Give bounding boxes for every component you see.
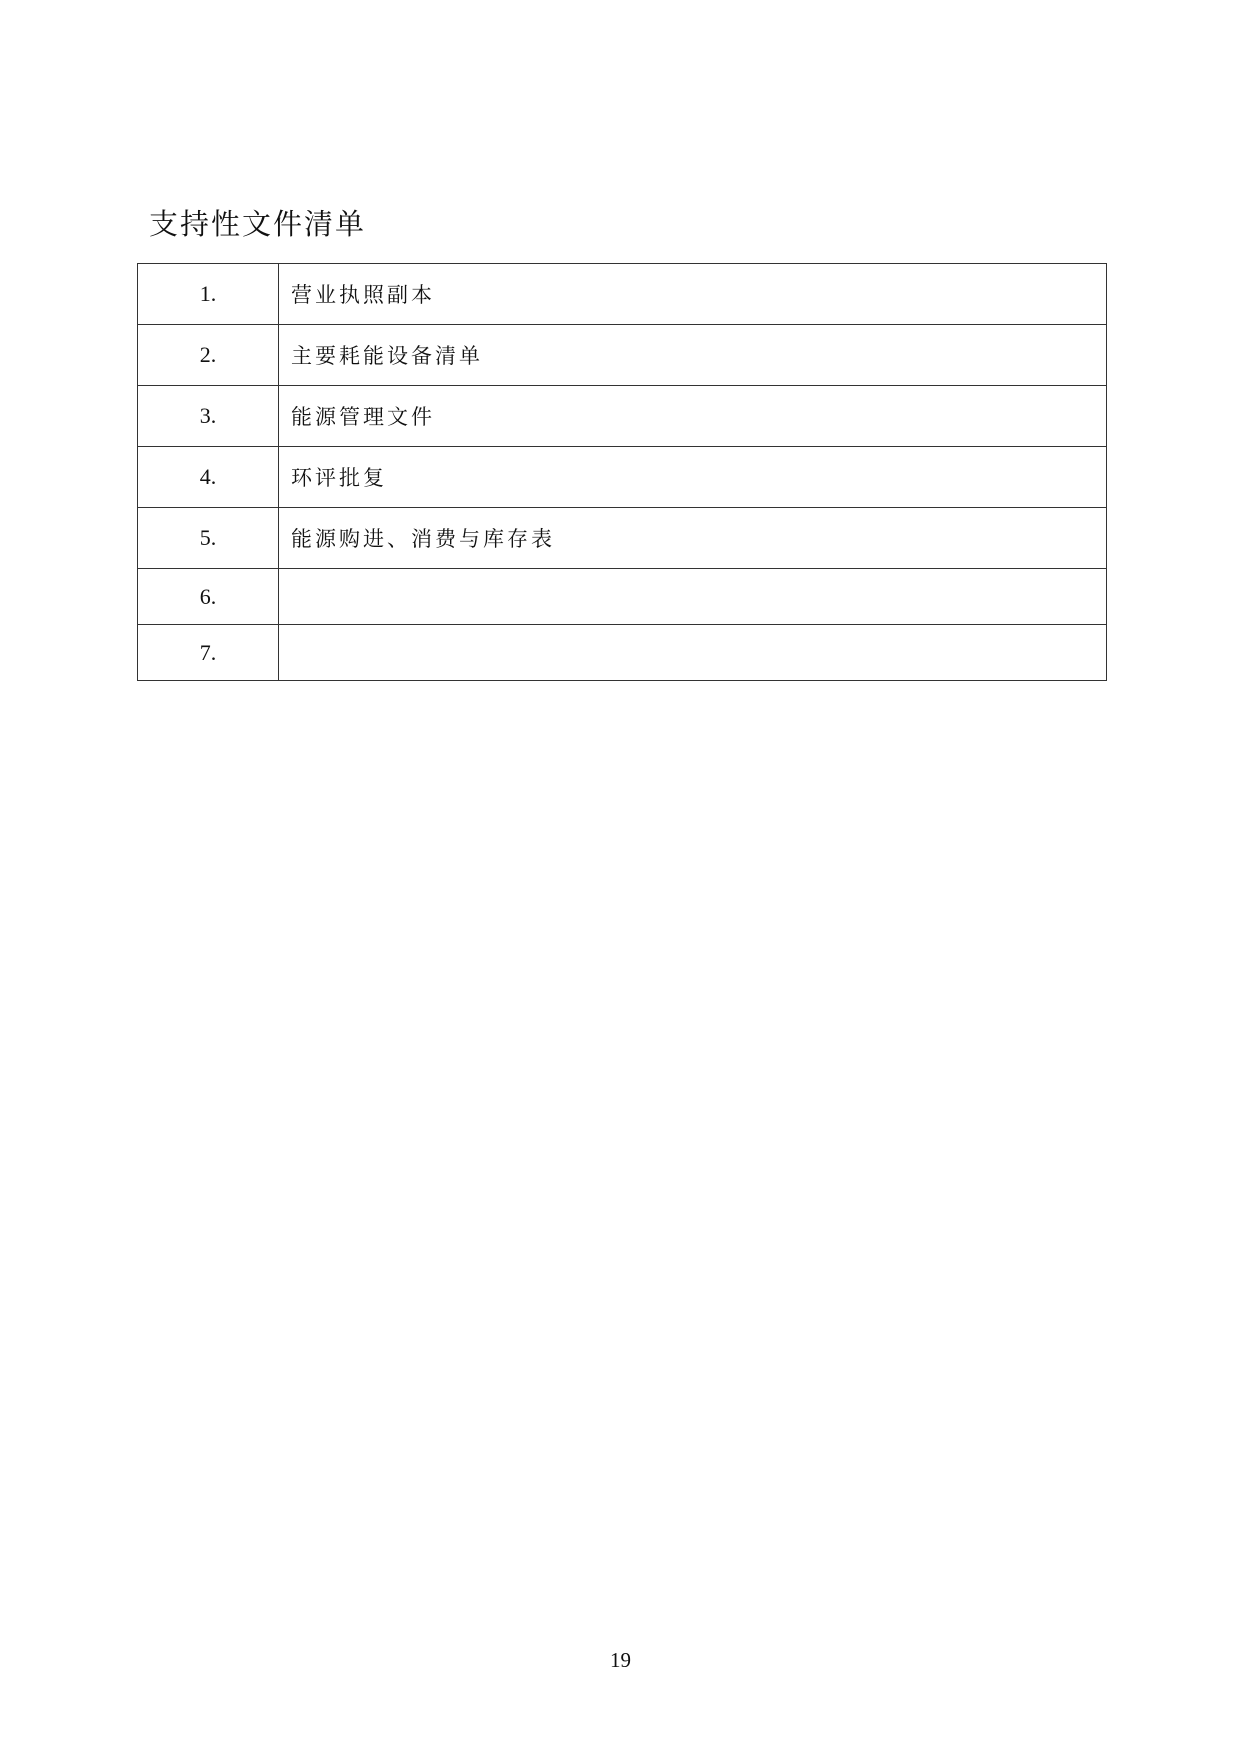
document-name: 能源购进、消费与库存表 [279, 508, 1107, 569]
document-name: 环评批复 [279, 447, 1107, 508]
document-name [279, 569, 1107, 625]
row-number: 1. [138, 264, 279, 325]
table-row [138, 625, 1107, 681]
table-row [138, 447, 1107, 508]
supporting-documents-table [137, 263, 1107, 681]
table-row [138, 569, 1107, 625]
document-name: 营业执照副本 [279, 264, 1107, 325]
page-number: 19 [610, 1648, 631, 1672]
row-number: 6. [138, 569, 279, 625]
table-row [138, 325, 1107, 386]
document-name: 能源管理文件 [279, 386, 1107, 447]
table-row [138, 508, 1107, 569]
row-number: 3. [138, 386, 279, 447]
row-number: 2. [138, 325, 279, 386]
row-number: 4. [138, 447, 279, 508]
table-row [138, 264, 1107, 325]
row-number: 5. [138, 508, 279, 569]
page-title: 支持性文件清单 [149, 207, 367, 241]
row-number: 7. [138, 625, 279, 681]
document-name: 主要耗能设备清单 [279, 325, 1107, 386]
table-row [138, 386, 1107, 447]
document-name [279, 625, 1107, 681]
